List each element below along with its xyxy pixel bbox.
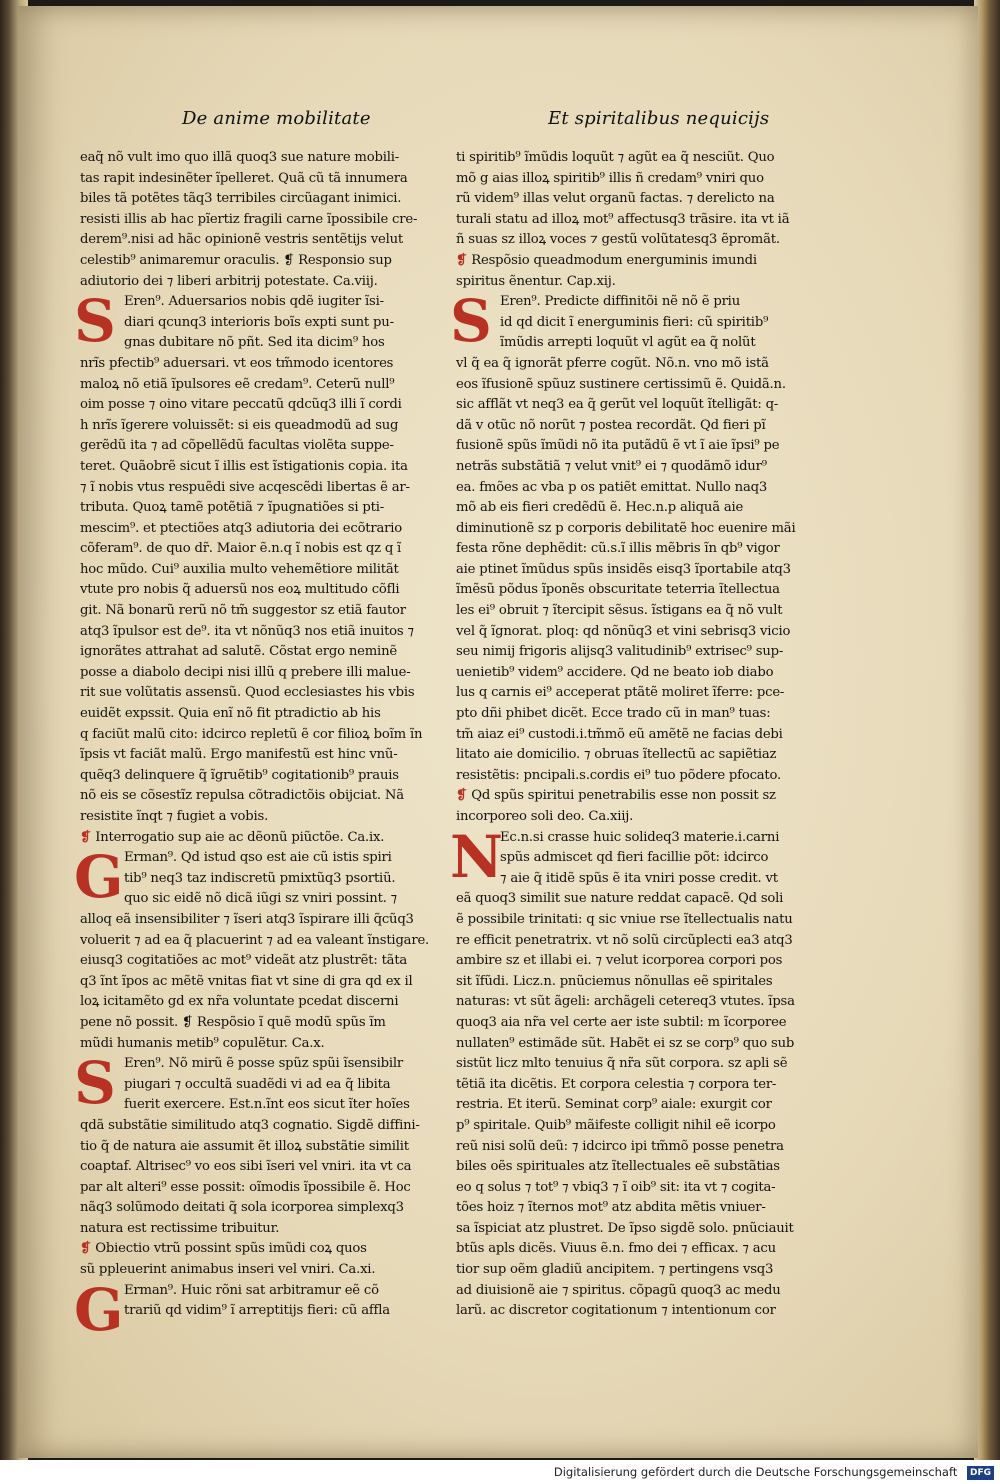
text-line: lus q carnis ei⁹ acceperat ptãtẽ moliret ĩferre: pce- [456,685,785,701]
drop-capital: S [74,287,116,356]
text-line: nrĩs pfectib⁹ aduersari. vt eos tm̃modo icentores [80,355,394,371]
text-line: atq3 ĩpulsor est de⁹. ita vt nõnũq3 nos etiã inuitos ⁊ [80,623,414,639]
text-line: rũ videm⁹ illas velut organũ factas. ⁊ derelicto na [456,191,775,207]
text-line: tẽtiã ita dicẽtis. Et corpora celestia ⁊ corpora ter- [456,1076,777,1092]
text-line: ⁊ aie q̃ itidẽ spũs ẽ ita vniri posse credit. vt [500,870,778,886]
text-line: quo sic eidẽ nõ dicã iũgi sz vniri possint. ⁊ [124,891,398,907]
drop-capital: G [74,1275,124,1344]
text-line: sistũt licz mlto tenuius q̃ nr̃a sũt corpora. sz apli sẽ [456,1056,788,1072]
text-line: ambire sz et illabi ei. ⁊ velut icorporea corpori pos [456,953,783,969]
text-line: maloꝝ nõ etiã ĩpulsores eẽ credam⁹. Ceterũ null⁹ [80,376,395,392]
text-line: hoc mũdo. Cui⁹ auxilia multo vehemẽtiore militãt [80,561,399,577]
text-line: vel q̃ ĩgnorat. ploq: qd nõnũq3 et vini sebrisq3 vicio [456,623,791,639]
text-line: qdã substãtie similitudo atq3 cognatio. Sigdẽ diffini- [80,1117,420,1133]
text-line: biles tã potẽtes tãq3 terribiles circũagant inimici. [80,191,402,207]
text-line: ❡ Interrogatio sup aie ac dẽonũ piũctõe. Ca.ix. [80,829,385,845]
running-head-left: De anime mobilitate [182,108,371,129]
text-line: celestib⁹ animaremur oraculis. ❡ Responsio sup [80,252,392,268]
text-line: alloq eã insensibiliter ⁊ ĩseri atq3 ĩspirare illi q̃cũq3 [80,911,414,927]
running-head-right: Et spiritalibus nequicijs [548,108,770,129]
text-line: ẽ possibile trinitati: q sic vniue rse ĩtellectualis natu [456,911,793,927]
text-line: spiritus ẽnentur. Cap.xij. [456,273,616,289]
text-line: oim posse ⁊ oino vitare peccatũ qdcũq3 illi ĩ cordi [80,397,402,413]
text-line: ignorãtes attrahat ad salutẽ. Cõstat ergo neminẽ [80,644,397,660]
text-line: nõ eis se cõsestĩz repulsa cõtradictõis obijciat. Nã [80,788,404,804]
drop-capital: S [74,1049,116,1118]
text-line: tib⁹ neq3 taz indiscretũ pmixtũq3 psortiũ. [124,870,396,886]
text-line: naturas: vt sũt ãgeli: archãgeli cetereq3 vtutes. ĩpsa [456,994,795,1010]
drop-capital: S [450,287,492,356]
text-line: netrãs substãtiã ⁊ velut vnit⁹ ei ⁊ quodãmõ idur⁹ [456,458,767,474]
text-line: turali statu ad illoꝝ mot⁹ affectusq3 trãsire. ita vt iã [456,211,790,227]
text-line: Eren⁹. Aduersarios nobis qdẽ iugiter ĩsi- [124,294,384,310]
text-line: diari qcunq3 interioris boĩs expti sunt pu- [124,314,394,330]
text-line: diminutionẽ sz p corporis debilitatẽ hoc euenire mãi [456,520,796,536]
text-line: adiutorio dei ⁊ liberi arbitrij potestate. Ca.viij. [80,273,378,289]
text-line: ĩmẽsũ põdus ĩponẽs obscuritate teterria ĩtellectua [456,582,780,598]
text-line: ĩmũdis arrepti loquũt vl agũt ea q̃ nolũt [500,335,756,351]
text-line: vl q̃ ea q̃ ignorãt pferre cogũt. Nõ.n. vno mõ istã [456,355,769,371]
text-line: posse a diabolo decipi nisi illũ q prebere illi malue- [80,664,411,680]
text-line: teret. Quãobrẽ sicut ĩ illis est ĩstigationis copia. ita [80,458,408,474]
text-line: dã v otũc nõ norũt ⁊ postea recordãt. Qd fieri pĩ [456,417,766,433]
text-line: reũ nisi solũ deũ: ⁊ idcirco ipi tm̃mõ posse penetra [456,1138,784,1154]
text-line: nullaten⁹ estimãde sũt. Habẽt ei sz se corp⁹ quo sub [456,1035,795,1051]
text-line: eos ĩfusionẽ spũuz sustinere certissimũ ẽ. Quidã.n. [456,376,786,392]
text-line: piugari ⁊ occultã suadẽdi vi ad ea q̃ libita [124,1076,391,1092]
text-line: seu nimij frigoris alijsq3 valitudinib⁹ extrisec⁹ sup- [456,644,784,660]
text-line: pene nõ possit. ❡ Respõsio ĩ quẽ modũ spũs ĩm [80,1014,386,1030]
text-line: coaptaf. Altrisec⁹ vo eos sibi ĩseri vel vniri. ita vt ca [80,1159,412,1175]
text-line: spũs admiscet qd fieri facillie põt: idcirco [500,850,769,866]
digitization-footer [0,1460,1000,1484]
text-line: id qd dicit ĩ energuminis fieri: cũ spiritib⁹ [500,314,769,330]
text-line: mescim⁹. et ptectiões atq3 adiutoria dei ecõtrario [80,520,403,536]
text-line: resistẽtis: pncipali.s.cordis ei⁹ tuo põdere pfocato. [456,767,782,783]
text-line: vtute pro nobis q̃ aduersũ nos eoꝝ multitudo cõfli [80,582,400,598]
text-line: git. Nã bonarũ rerũ nõ tm̃ suggestor sz etiã fautor [80,603,406,619]
drop-capital: G [74,843,124,912]
text-line: ❡ Qd spũs spiritui penetrabilis esse non possit sz [456,788,776,804]
text-line: q3 ĩnt ĩpos ac mẽtẽ vnitas fiat vt sine di gra qd ex il [80,973,413,989]
text-line: Erman⁹. Huic rõni sat arbitramur eẽ cõ [124,1282,379,1298]
text-line: resisti illis ab hac pĩertiz fragili carne ĩpossibile cre- [80,211,418,227]
text-line: uenietib⁹ videm⁹ accidere. Qd ne beato iob diabo [456,664,774,680]
text-line: mõ ab eis fieri credẽdũ ẽ. Hec.n.p aliquã aie [456,500,744,516]
text-line: nãq3 solũmodo deitati q̃ sola icorporea simplexq3 [80,1200,404,1216]
text-line: eaq̃ nõ vult imo quo illã quoq3 sue nature mobili- [80,150,400,165]
text-line: quẽq3 delinquere q̃ ĩgruẽtib⁹ cogitationib⁹ prauis [80,767,399,783]
text-line: Eren⁹. Nõ mirũ ẽ posse spũz spũi ĩsensibilr [124,1056,403,1072]
text-line: tior sup oẽm gladiũ ancipitem. ⁊ pertingens vsq3 [456,1262,774,1278]
text-line: sic afflãt vt neq3 ea q̃ gerũt vel loquũt ĩtelligãt: q- [456,397,779,413]
text-line: derem⁹.nisi ad hãc opinionẽ vestris sentẽtijs velut [80,232,403,248]
text-line: h nrĩs ĩgerere voluissẽt: si eis queadmodũ ad sug [80,417,399,433]
text-line: eo q solus ⁊ tot⁹ ⁊ vbiq3 ⁊ ĩ oib⁹ sit: ita vt ⁊ cogita- [456,1179,776,1195]
text-line: ea. fmões ac vba p os patiẽt emittat. Nullo naq3 [456,479,768,495]
text-line: euidẽt expssit. Quia enĩ nõ fit ptradictio ab his [80,706,381,722]
text-line: incorporeo soli deo. Ca.xiij. [456,809,634,824]
drop-capital: N [450,822,503,891]
text-line: sũ ppleuerint animabus inseri vel vniri. Ca.xi. [80,1262,376,1278]
text-line: biles oẽs spirituales atz ĩtellectuales eẽ substãtias [456,1159,780,1175]
text-line: fuerit exercere. Est.n.ĩnt eos sicut ĩter hoĩes [124,1097,410,1113]
text-line: ⁊ ĩ nobis vtus respuẽdi sive acqescẽdi libertas ẽ ar- [80,479,410,495]
text-line: rit sue volũtatis assensũ. Quod ecclesiastes his vbis [80,685,415,701]
footer-credit: Digitalisierung gefördert durch die Deutsche Forschungsgemeinschaft [553,1465,958,1479]
left-text-column [74,148,440,1344]
text-line: tas rapit indesinẽter ĩpelleret. Quã cũ tã innumera [80,170,408,186]
text-line: trariũ qd vidim⁹ ĩ arreptitijs fieri: cũ affla [124,1303,390,1319]
right-text-column [450,148,816,1322]
text-line: eã quoq3 similit sue nature reddat capacẽ. Qd soli [456,891,784,907]
text-line: ñ suas sz illoꝝ voces ⁊ gestũ volũtatesq3 ẽpromãt. [456,232,780,248]
text-line: larũ. ac discretor cogitationum ⁊ intentionum cor [456,1303,776,1319]
text-line: tributa. Quoꝝ tamẽ potẽtiã ⁊ ĩpugnatiões si pti- [80,500,384,516]
text-line: Ec.n.si crasse huic solideq3 materie.i.carni [500,829,780,845]
text-line: gnas dubitare nõ pñt. Sed ita dicim⁹ hos [124,335,385,351]
text-line: litato aie domicilio. ⁊ obruas ĩtellectũ ac sapiẽtiaz [456,747,777,763]
text-line: cõferam⁹. de quo dr̃. Maior ẽ.n.q ĩ nobis est qz q ĩ [80,541,402,557]
dfg-logo: DFG [967,1466,994,1480]
text-line: ti spiritib⁹ ĩmũdis loquũt ⁊ agũt ea q̃ nesciũt. Quo [456,150,775,165]
text-line: aie ptinet ĩmũdus spũs insidẽs eisq3 ĩportabile atq3 [456,561,791,577]
text-line: re efficit penetratrix. vt nõ solũ circũplecti ea3 atq3 [456,932,793,948]
text-line: festa rõne dephẽdit: cũ.s.ĩ illis mẽbris ĩn qb⁹ vigor [456,541,780,557]
text-line: gerẽdũ ita ⁊ ad cõpellẽdũ facultas violẽta suppe- [80,438,394,454]
text-line: ❡ Respõsio queadmodum energuminis imundi [456,252,757,268]
text-line: q faciũt malũ cito: idcirco repletũ ẽ cor filioꝝ boĩm ĩn [80,726,423,742]
text-line: les ei⁹ obruit ⁊ ĩtercipit sẽsus. ĩstigans ea q̃ nõ vult [456,603,783,619]
text-line: tões hoiz ⁊ ĩternos mot⁹ atz abdita mẽtis vniuer- [456,1200,766,1216]
text-line: sit ĩfũdi. Licz.n. pnũciemus nõnullas eẽ spiritales [456,973,773,989]
text-line: resistite ĩnqt ⁊ fugiet a vobis. [80,809,269,824]
text-line: Eren⁹. Predicte diffinitõi nẽ nõ ẽ priu [500,294,740,310]
text-line: eiusq3 cogitatiões ac mot⁹ videãt atz plustrẽt: tãta [80,953,408,969]
text-line: tm̃ aiaz ei⁹ custodi.i.tm̃mõ eũ amẽtẽ ne facias debi [456,726,783,742]
text-line: loꝝ icitamẽto gd ex nr̃a voluntate pcedat discerni [80,994,399,1010]
text-line: natura est rectissime tribuitur. [80,1220,280,1236]
text-line: mõ g aias illoꝝ spiritib⁹ illis ñ credam⁹ vniri quo [456,170,764,186]
text-line: pto dñi phibet dicẽt. Ecce trado cũ in man⁹ tuas: [456,706,771,722]
text-line: tio q̃ de natura aie assumit ẽt illoꝝ substãtie similit [80,1138,409,1154]
text-line: quoq3 aia nr̃a vel certe aer iste subtil: m ĩcorporee [456,1014,787,1030]
text-line: btũs apls dicẽs. Viuus ẽ.n. fmo dei ⁊ efficax. ⁊ acu [456,1241,776,1257]
text-line: fusionẽ spũs ĩmũdi nõ ita putãdũ ẽ vt ĩ aie ĩpsi⁹ pe [456,438,780,454]
text-line: mũdi humanis metib⁹ copulẽtur. Ca.x. [80,1035,325,1051]
text-line: ĩpsis vt faciãt malũ. Ergo manifestũ est hinc vnũ- [80,747,398,763]
text-line: restria. Et iterũ. Seminat corp⁹ aiale: exurgit cor [456,1097,772,1113]
text-line: sa ĩspiciat atz plustret. De ĩpso sigdẽ solo. pnũciauit [456,1220,794,1236]
text-line: ad diuisionẽ aie ⁊ spiritus. cõpagũ quoq3 ac medu [456,1282,781,1298]
text-line: Erman⁹. Qd istud qso est aie cũ istis spiri [124,850,392,866]
text-line: voluerit ⁊ ad ea q̃ placuerint ⁊ ad ea valeant ĩnstigare. [80,932,430,948]
text-line: p⁹ spiritale. Quib⁹ mãifeste colligit nihil eẽ icorpo [456,1117,776,1133]
text-line: ❡ Obiectio vtrũ possint spũs imũdi coꝝ quos [80,1241,367,1257]
text-line: par alt alteri⁹ esse possit: oĩmodis ĩpossibile ẽ. Hoc [80,1179,411,1195]
